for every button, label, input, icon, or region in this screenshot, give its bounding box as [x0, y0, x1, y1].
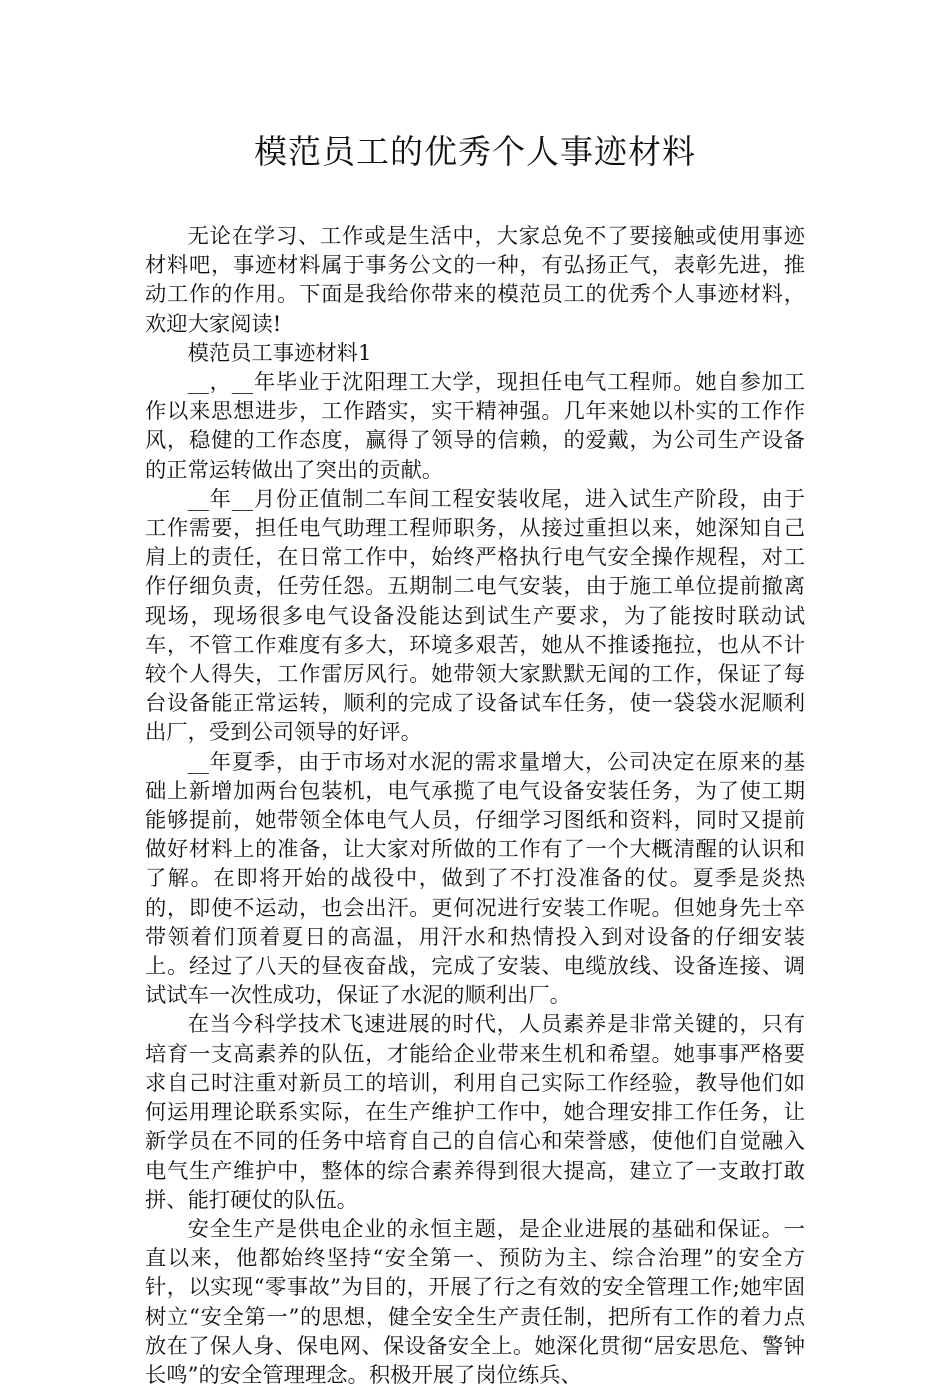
paragraph: __年夏季，由于市场对水泥的需求量增大，公司决定在原来的基础上新增加两台包装机，电气承揽了电气设备安装任务，为了使工期能够提前，她带领全体电气人员，仔细学习图纸和资料，同时又提前做好材料上的准备，让大家对所做的工作有了一个大概清醒的认识和了解。在即将开始的战役中，做到了不打没准备的仗。夏季是炎热的，即使不运动，也会出汗。更何况进行安装工作呢。但她身先士卒带领着们顶着夏日的高温，用汗水和热情投入到对设备的仔细安装上。经过了八天的昼夜奋战，完成了安装、电缆放线、设备连接、调试试车一次性成功，保证了水泥的顺利出厂。 [145, 749, 805, 1009]
section-heading: 模范员工事迹材料1 [187, 340, 372, 366]
document-body [145, 222, 805, 1390]
paragraph: 安全生产是供电企业的永恒主题，是企业进展的基础和保证。一直以来，他都始终坚持“安全第一、预防为主、综合治理”的安全方针，以实现“零事故”为目的，开展了行之有效的安全管理工作;她牢固树立“安全第一”的思想，健全安全生产责任制，把所有工作的着力点放在了保人身、保电网、保设备安全上。她深化贯彻“居安思危、警钟长鸣”的安全管理理念。积极开展了岗位练兵、 [145, 1216, 805, 1388]
paragraph-intro: 无论在学习、工作或是生活中，大家总免不了要接触或使用事迹材料吧，事迹材料属于事务公文的一种，有弘扬正气，表彰先进，推动工作的作用。下面是我给你带来的模范员工的优秀个人事迹材料，欢迎大家阅读! [145, 224, 805, 337]
paragraph: __，__年毕业于沈阳理工大学，现担任电气工程师。她自参加工作以来思想进步，工作踏实，实干精神强。几年来她以朴实的工作作风，稳健的工作态度，赢得了领导的信赖，的爱戴，为公司生产设备的正常运转做出了突出的贡献。 [145, 370, 805, 483]
paragraph: 在当今科学技术飞速进展的时代，人员素养是非常关键的，只有培育一支高素养的队伍，才能给企业带来生机和希望。她事事严格要求自己时注重对新员工的培训，利用自己实际工作经验，教导他们如何运用理论联系实际，在生产维护工作中，她合理安排工作任务，让新学员在不同的任务中培育自己的自信心和荣誉感，使他们自觉融入电气生产维护中，整体的综合素养得到很大提高，建立了一支敢打敢拼、能打硬仗的队伍。 [145, 1012, 805, 1213]
paragraph: __年__月份正值制二车间工程安装收尾，进入试生产阶段，由于工作需要，担任电气助理工程师职务，从接过重担以来，她深知自己肩上的责任，在日常工作中，始终严格执行电气安全操作规程，对工作仔细负责，任劳任怨。五期制二电气安装，由于施工单位提前撤离现场，现场很多电气设备没能达到试生产要求，为了能按时联动试车，不管工作难度有多大，环境多艰苦，她从不推诿拖拉，也从不计较个人得失，工作雷厉风行。她带领大家默默无闻的工作，保证了每台设备能正常运转，顺利的完成了设备试车任务，使一袋袋水泥顺利出厂，受到公司领导的好评。 [145, 486, 805, 746]
document-title: 模范员工的优秀个人事迹材料 [254, 132, 696, 171]
